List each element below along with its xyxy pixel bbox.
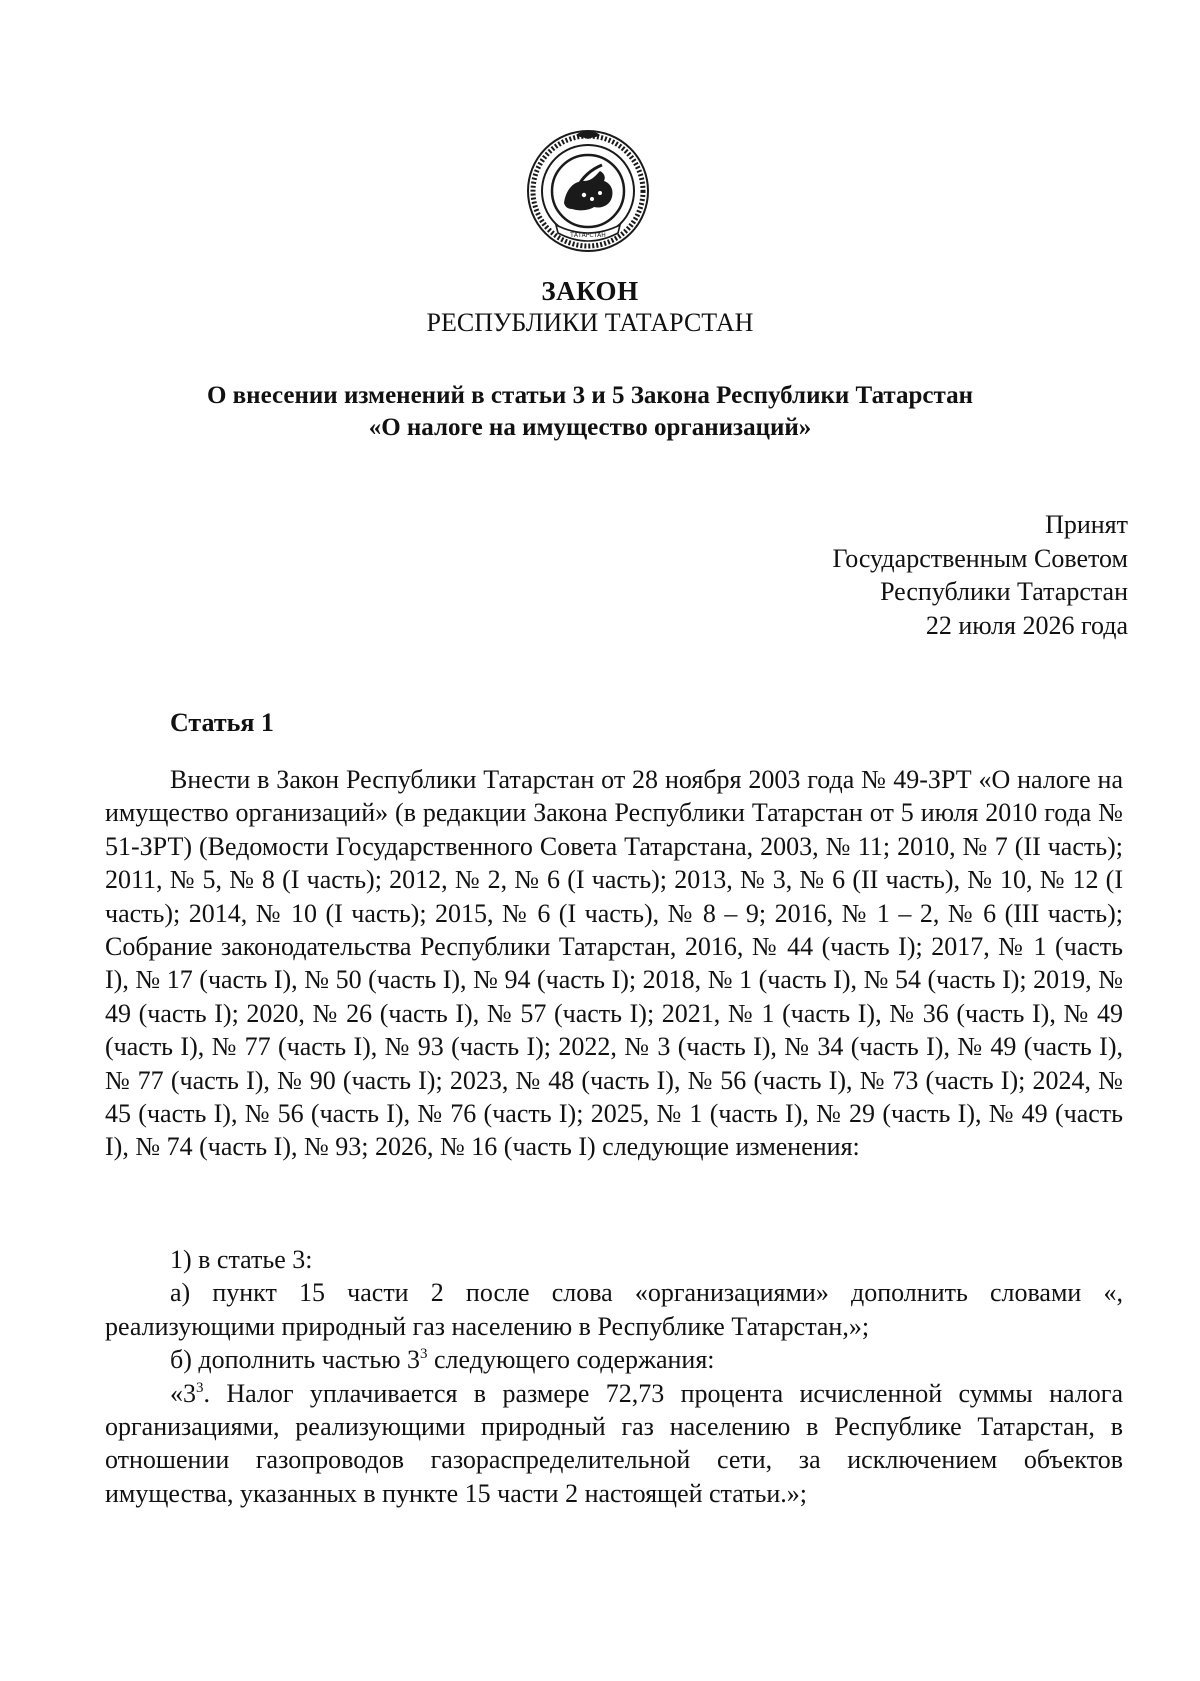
- quote-sup: 3: [196, 1379, 204, 1396]
- article-heading: Статья 1: [170, 708, 274, 737]
- emblem-motto: ТАТАРСТАН: [570, 232, 606, 239]
- item-b-sup: 3: [420, 1346, 428, 1363]
- coat-of-arms-icon: [526, 129, 650, 253]
- amendments-block: [105, 1243, 1123, 1510]
- item-b-prefix: б) дополнить частью 3: [170, 1345, 421, 1375]
- item-b-suffix: следующего содержания:: [427, 1345, 715, 1375]
- law-title-line1: О внесении изменений в статьи 3 и 5 Закона Республики Татарстан: [206, 382, 974, 409]
- law-heading: ЗАКОН: [541, 276, 639, 306]
- law-title-line2: «О налоге на имущество организаций»: [368, 414, 812, 441]
- republic-heading: РЕСПУБЛИКИ ТАТАРСТАН: [426, 308, 754, 337]
- intro-paragraph: Внести в Закон Республики Татарстан от 28 ноября 2003 года № 49-ЗРТ «О налоге на имущество организаций» (в редакции Закона Республики Татарстан от 5 июля 2010 года № 51-ЗРТ) (Ведомости Государственного Совета Татарстана, 2003, № 11; 2010, № 7 (II часть); 2011, № 5, № 8 (I часть); 2012, № 2, № 6 (I часть); 2013, № 3, № 6 (II часть), № 10, № 12 (I часть); 2014, № 10 (I часть); 2015, № 6 (I часть), № 8 – 9; 2016, № 1 – 2, № 6 (III часть); Собрание законодательства Республики Татарстан, 2016, № 44 (часть I); 2017, № 1 (часть I), № 17 (часть I), № 50 (часть I), № 94 (часть I); 2018, № 1 (часть I), № 54 (часть I); 2019, № 49 (часть I); 2020, № 26 (часть I), № 57 (часть I); 2021, № 1 (часть I), № 36 (часть I), № 49 (часть I), № 77 (часть I), № 93 (часть I); 2022, № 3 (часть I), № 34 (часть I), № 49 (часть I), № 77 (часть I), № 90 (часть I); 2023, № 48 (часть I), № 56 (часть I), № 73 (часть I); 2024, № 45 (часть I), № 56 (часть I), № 76 (часть I); 2025, № 1 (часть I), № 29 (часть I), № 49 (часть I), № 74 (часть I), № 93; 2026, № 16 (часть I) следующие изменения:: [105, 765, 1123, 1162]
- adoption-line1: Принят: [1045, 510, 1128, 539]
- quote-prefix: «3: [170, 1378, 196, 1408]
- quoted-part: [105, 1377, 1123, 1511]
- adoption-line3: Республики Татарстан: [880, 577, 1128, 606]
- adoption-block: [832, 508, 1128, 642]
- law-title: [0, 380, 1180, 444]
- quote-text: . Налог уплачивается в размере 72,73 процента исчисленной суммы налога организациями, реализующими природный газ населению в Республике Татарстан, в отношении газопроводов газораспределительной сети, за исключением объектов имущества, указанных в пункте 15 части 2 настоящей статьи.»;: [105, 1378, 1123, 1508]
- item-1: 1) в статье 3:: [170, 1245, 313, 1274]
- adoption-line2: Государственным Советом: [832, 543, 1128, 573]
- adoption-date: 22 июля 2026 года: [925, 610, 1128, 640]
- item-b: [105, 1343, 1123, 1376]
- item-a: а) пункт 15 части 2 после слова «организациями» дополнить словами «, реализующими природный газ населению в Республике Татарстан,»;: [105, 1278, 1123, 1341]
